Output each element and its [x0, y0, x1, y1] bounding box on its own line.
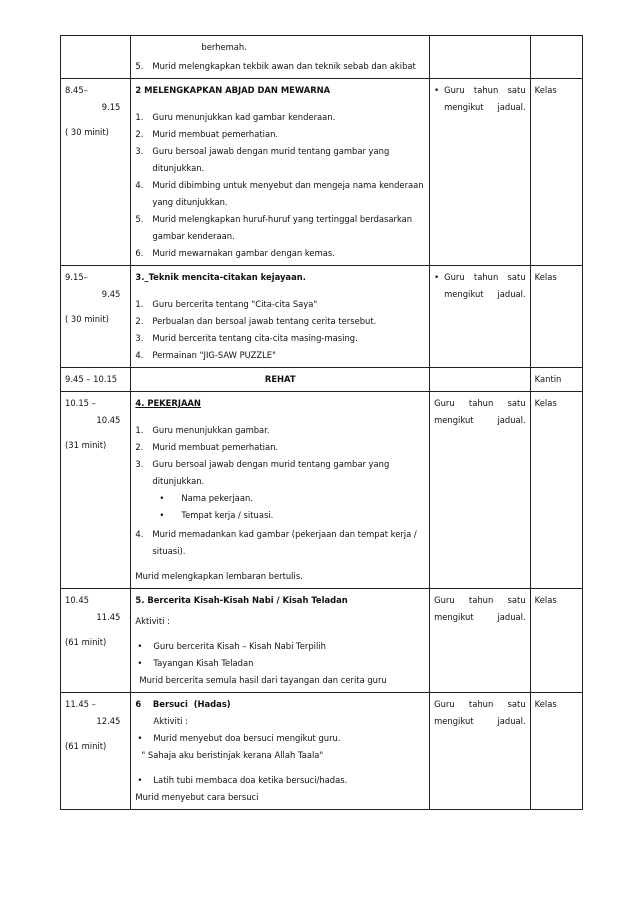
teacher-cell: [430, 589, 531, 693]
time-end: 10.45: [96, 415, 121, 425]
list-item: 1. Guru bercerita tentang "Cita-cita Saya": [135, 299, 318, 309]
list-item: 3. Guru bersoal jawab dengan murid tentang gambar yang ditunjukkan.: [135, 459, 390, 486]
teacher-note: Guru tahun satu mengikut jadual.: [434, 699, 526, 726]
teacher-cell: [430, 392, 531, 589]
time-end: 11.45: [96, 612, 121, 622]
table-row: [61, 79, 583, 266]
teacher-cell: [430, 36, 531, 79]
time-end: 9.15: [101, 102, 121, 112]
time-end: 12.45: [96, 716, 121, 726]
table-row: [61, 589, 583, 693]
teacher-note: Guru tahun satu mengikut jadual.: [434, 398, 526, 425]
time-cell: [61, 79, 131, 266]
list-item: 5. Murid melengkapkan huruf-huruf yang tertinggal berdasarkan gambar kenderaan.: [135, 214, 413, 241]
list-item: • Guru bercerita Kisah – Kisah Nabi Terpilih: [135, 638, 425, 655]
list-item: 3. Murid bercerita tentang cita-cita masing-masing.: [135, 333, 358, 343]
teacher-cell: [430, 693, 531, 810]
time-start: 10.45: [65, 595, 89, 605]
place-cell: Kantin: [530, 368, 582, 392]
aktiviti-label: Aktiviti :: [135, 616, 170, 626]
table-row: [61, 266, 583, 368]
list-item: 6. Murid mewarnakan gambar dengan kemas.: [135, 248, 335, 258]
list-item: 4. Murid dibimbing untuk menyebut dan mengeja nama kenderaan yang ditunjukkan.: [135, 180, 424, 207]
list-item: 3. Guru bersoal jawab dengan murid tentang gambar yang ditunjukkan.: [135, 146, 390, 173]
table-row: [61, 392, 583, 589]
schedule-table: [60, 35, 583, 810]
continuation-text: berhemah.: [201, 42, 247, 52]
place-cell: Kelas: [530, 79, 582, 266]
session-title: 4. PEKERJAAN: [135, 398, 201, 408]
time-start: 8.45–: [65, 85, 88, 95]
doa-quote: " Sahaja aku beristinjak kerana Allah Taala": [141, 750, 324, 760]
time-cell: [61, 36, 131, 79]
time-cell: [61, 589, 131, 693]
time-start: 9.15–: [65, 272, 88, 282]
place-cell: [530, 36, 582, 79]
teacher-note: • Guru tahun satu mengikut jadual.: [434, 82, 526, 116]
duration: (61 minit): [65, 741, 107, 751]
step-list: [135, 296, 425, 364]
teacher-note: Guru tahun satu mengikut jadual.: [434, 595, 526, 622]
session-title: 2 MELENGKAPKAN ABJAD DAN MEWARNA: [135, 85, 331, 95]
place-cell: Kelas: [530, 266, 582, 368]
activity-note: Murid bercerita semula hasil dari tayangan dan cerita guru: [139, 675, 387, 685]
teacher-cell: [430, 266, 531, 368]
duration: (31 minit): [65, 440, 107, 450]
bullet-icon: •: [159, 510, 165, 520]
list-item: • Tayangan Kisah Teladan: [135, 655, 425, 672]
activity-note: Murid menyebut cara bersuci: [135, 792, 259, 802]
step-list: [135, 526, 425, 560]
place-cell: Kelas: [530, 693, 582, 810]
list-item: • Tempat kerja / situasi.: [159, 507, 425, 524]
duration: (61 minit): [65, 637, 107, 647]
time-start: 11.45 –: [65, 699, 96, 709]
bullet-icon: •: [434, 272, 440, 282]
place-cell: Kelas: [530, 392, 582, 589]
bullet-list: [135, 772, 425, 789]
session-title: 6 Bersuci (Hadas): [135, 699, 231, 709]
time-cell: [61, 693, 131, 810]
list-item: 2. Perbualan dan bersoal jawab tentang cerita tersebut.: [135, 316, 377, 326]
activity-cell: [131, 266, 430, 368]
bullet-icon: •: [137, 733, 143, 743]
activity-cell: [131, 693, 430, 810]
place-cell: Kelas: [530, 589, 582, 693]
session-title: 3._Teknik mencita-citakan kejayaan.: [135, 272, 306, 282]
duration: ( 30 minit): [65, 127, 109, 137]
time-start: 10.15 –: [65, 398, 96, 408]
activity-cell: [131, 79, 430, 266]
list-item: • Murid menyebut doa bersuci mengikut guru.: [135, 730, 425, 747]
step-list: [135, 109, 425, 262]
bullet-icon: •: [137, 658, 143, 668]
duration: ( 30 minit): [65, 314, 109, 324]
bullet-icon: •: [137, 775, 143, 785]
list-item: 4. Permainan "JIG-SAW PUZZLE": [135, 350, 276, 360]
time-cell: [61, 266, 131, 368]
activity-cell: [131, 36, 430, 79]
step-list: [135, 422, 425, 490]
break-label: REHAT: [131, 368, 430, 392]
sub-list: [159, 490, 425, 524]
teacher-note: • Guru tahun satu mengikut jadual.: [434, 269, 526, 303]
activity-cell: [131, 589, 430, 693]
time-cell: 9.45 – 10.15: [61, 368, 131, 392]
bullet-icon: •: [434, 85, 440, 95]
list-item: 1. Guru menunjukkan gambar.: [135, 425, 270, 435]
bullet-list: [135, 730, 425, 747]
list-item: 4. Murid memadankan kad gambar (pekerjaan dan tempat kerja / situasi).: [135, 529, 417, 556]
bullet-icon: •: [159, 493, 165, 503]
table-row: [61, 693, 583, 810]
list-item: 5. Murid melengkapkan tekbik awan dan teknik sebab dan akibat: [135, 61, 416, 71]
teacher-cell: [430, 79, 531, 266]
teacher-cell: [430, 368, 531, 392]
bullet-list: [135, 638, 425, 672]
time-end: 9.45: [101, 289, 121, 299]
bullet-icon: •: [137, 641, 143, 651]
list-item: 2. Murid membuat pemerhatian.: [135, 129, 279, 139]
activity-note: Murid melengkapkan lembaran bertulis.: [135, 571, 303, 581]
table-row: [61, 368, 583, 392]
activity-cell: [131, 392, 430, 589]
list-item: • Latih tubi membaca doa ketika bersuci/hadas.: [135, 772, 425, 789]
aktiviti-label: Aktiviti :: [153, 716, 188, 726]
time-cell: [61, 392, 131, 589]
session-title: 5. Bercerita Kisah-Kisah Nabi / Kisah Teladan: [135, 595, 348, 605]
list-item: 1. Guru menunjukkan kad gambar kenderaan.: [135, 112, 336, 122]
table-row: [61, 36, 583, 79]
list-item: • Nama pekerjaan.: [159, 490, 425, 507]
list-item: 2. Murid membuat pemerhatian.: [135, 442, 279, 452]
